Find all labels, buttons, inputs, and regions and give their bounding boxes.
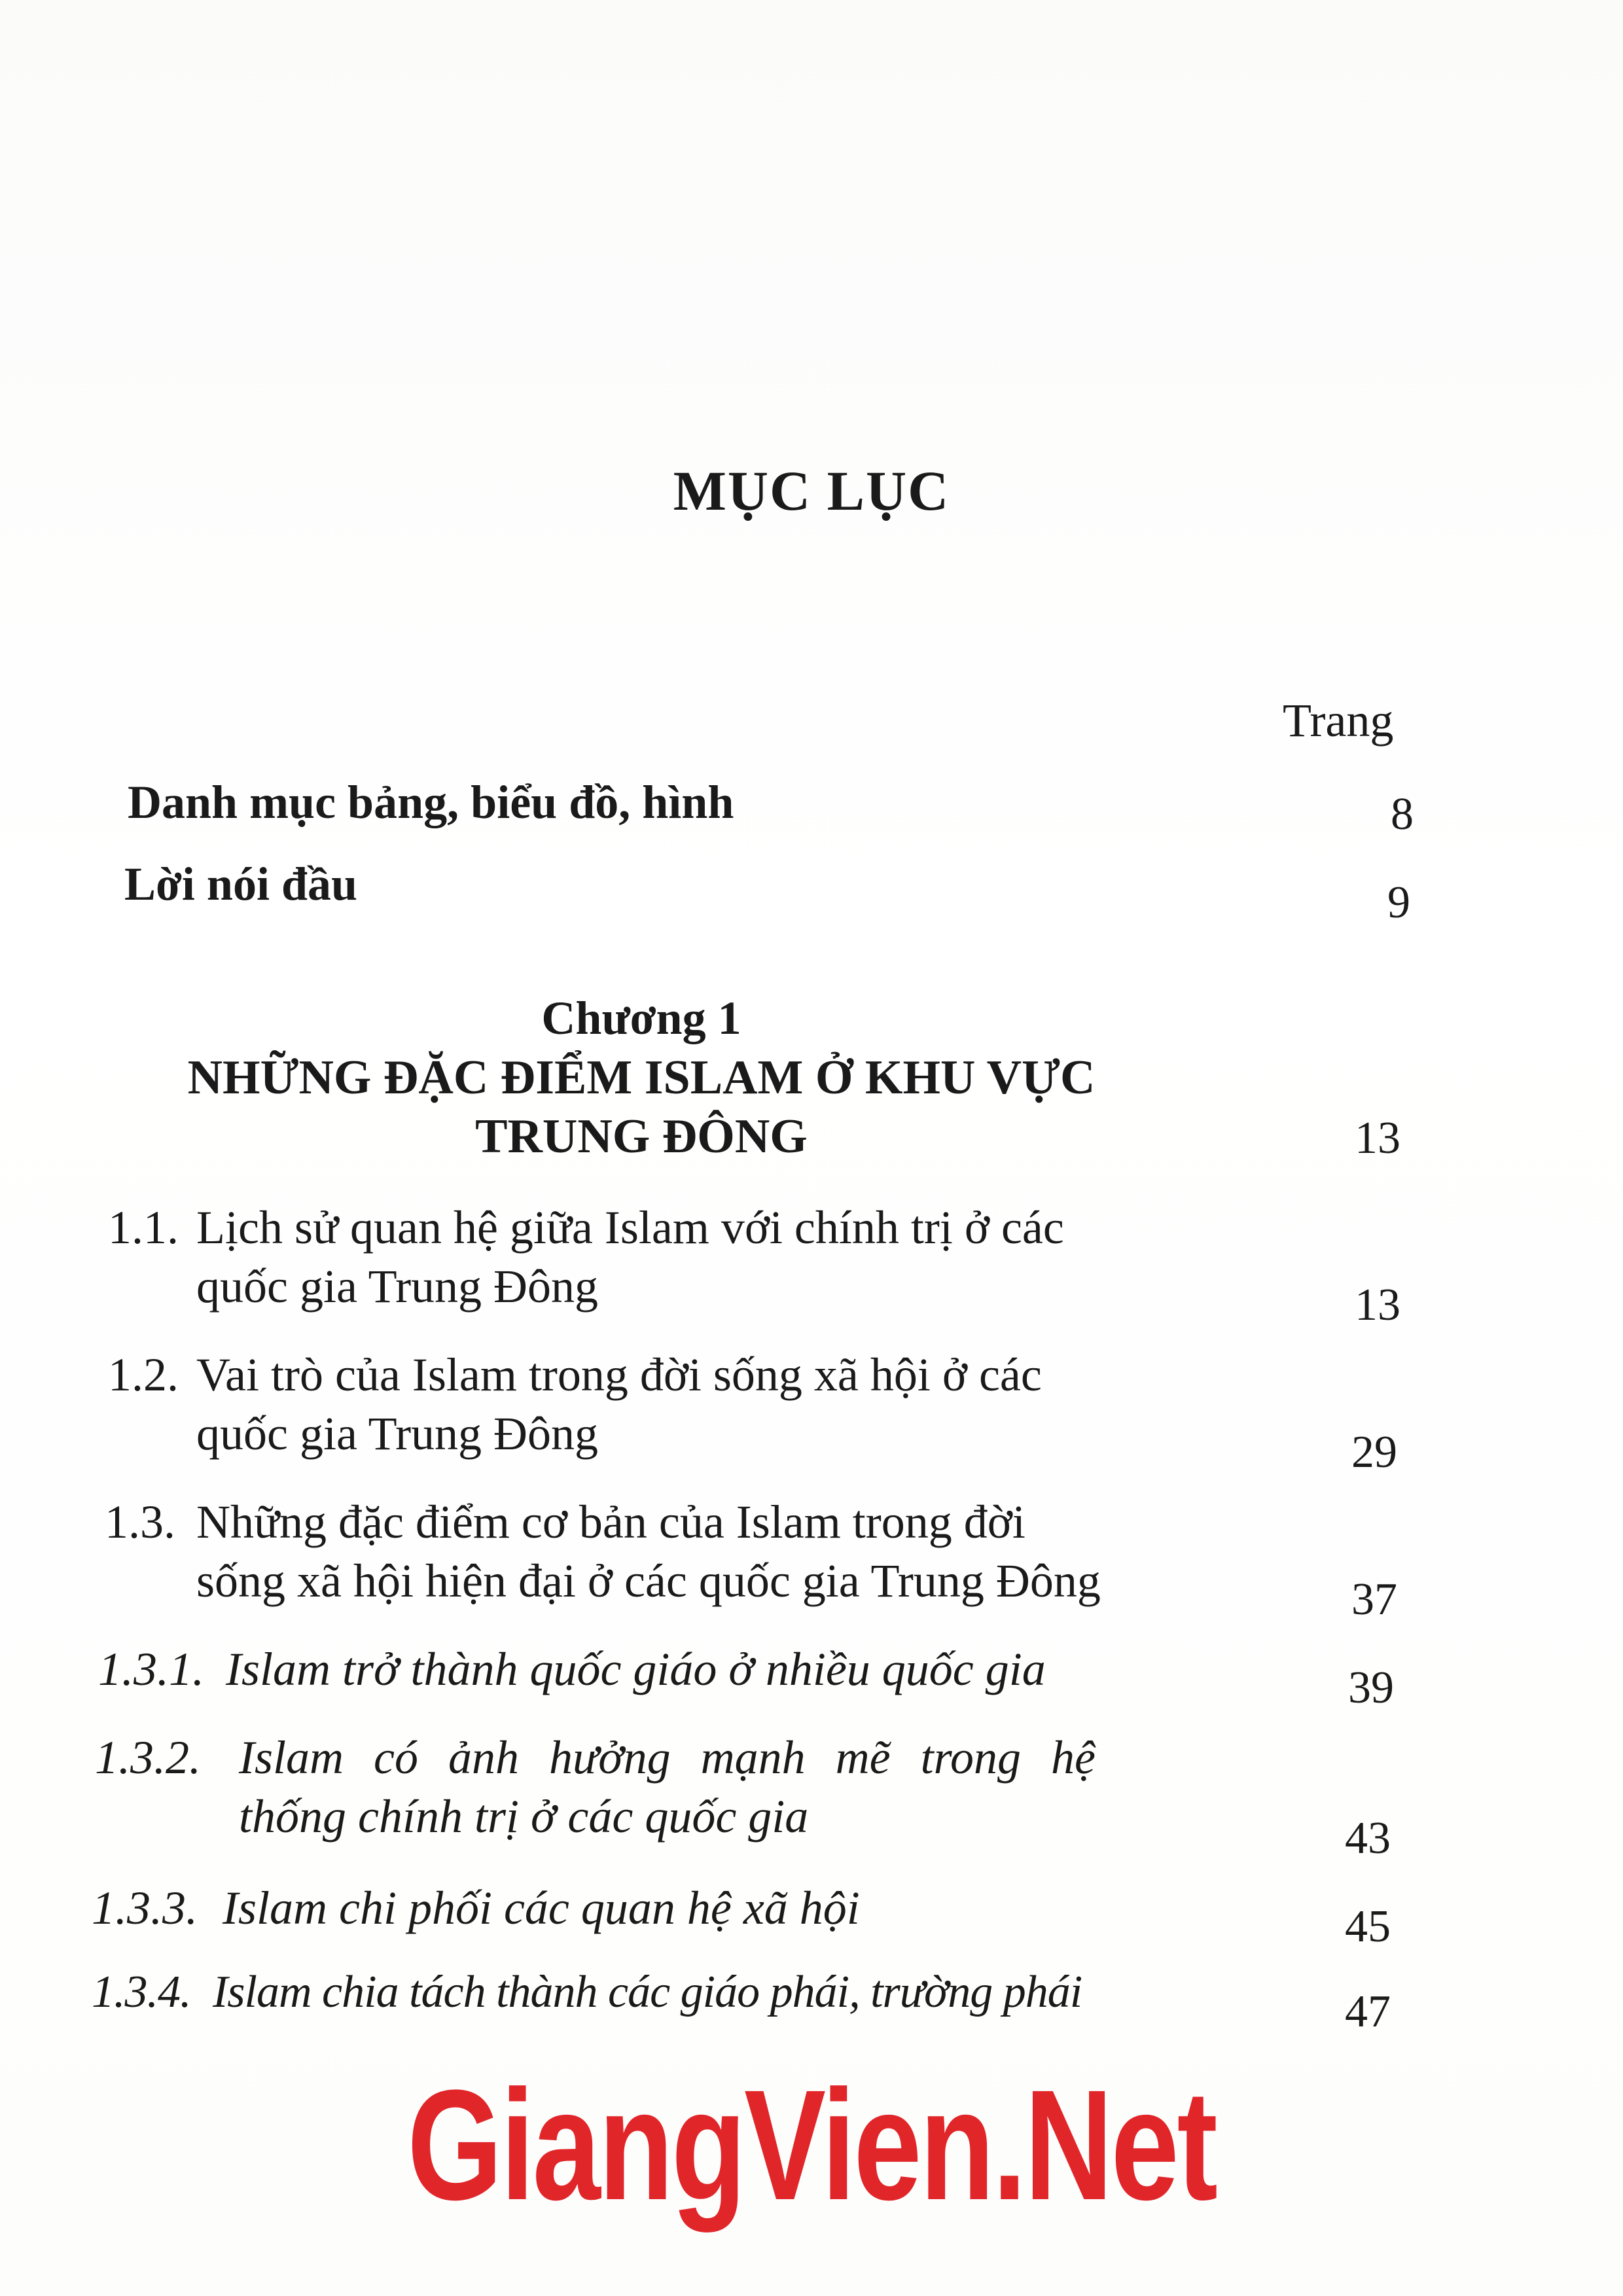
section-title-line1: Vai trò của Islam trong đời sống xã hội ở các <box>196 1349 1042 1401</box>
toc-page-number: 39 <box>1348 1663 1394 1713</box>
section-title-line1: Lịch sử quan hệ giữa Islam với chính trị ở các <box>196 1201 1064 1254</box>
subsection-title-line1: Islam chia tách thành các giáo phái, trường phái <box>213 1967 1082 2017</box>
toc-page-number: 37 <box>1351 1574 1397 1625</box>
subsection-title-line1: Islam chi phối các quan hệ xã hội <box>223 1882 860 1934</box>
watermark-logo: GiangVien.Net <box>407 2057 1216 2233</box>
subsection-number: 1.3.3. <box>92 1882 198 1934</box>
page-column-header: Trang <box>1283 694 1394 747</box>
subsection-number: 1.3.1. <box>98 1643 204 1695</box>
section-number: 1.3. <box>105 1496 175 1548</box>
toc-page-number: 13 <box>1355 1113 1400 1163</box>
chapter-title-line2: TRUNG ĐÔNG <box>475 1110 808 1163</box>
toc-title: MỤC LỤC <box>673 459 950 522</box>
toc-entry-preface: Lời nói đầu <box>124 858 358 910</box>
subsection-number: 1.3.4. <box>92 1967 191 2017</box>
toc-page-number: 13 <box>1355 1280 1400 1330</box>
toc-page-number: 45 <box>1345 1901 1391 1952</box>
subsection-title-line2: thống chính trị ở các quốc gia <box>239 1790 809 1843</box>
section-title-line1: Những đặc điểm cơ bản của Islam trong đời <box>196 1496 1026 1548</box>
section-title-line2: sống xã hội hiện đại ở các quốc gia Trung Đông <box>196 1555 1101 1607</box>
section-number: 1.2. <box>108 1349 179 1401</box>
subsection-title-line1: Islam trở thành quốc giáo ở nhiều quốc gia <box>226 1643 1046 1695</box>
subsection-number: 1.3.2. <box>95 1731 201 1784</box>
section-title-line2: quốc gia Trung Đông <box>196 1407 599 1460</box>
toc-page-number: 8 <box>1391 789 1414 839</box>
toc-page-number: 29 <box>1351 1427 1397 1477</box>
toc-page-number: 9 <box>1387 877 1410 928</box>
toc-page-number: 43 <box>1345 1813 1391 1863</box>
chapter-title-line1: NHỮNG ĐẶC ĐIỂM ISLAM Ở KHU VỰC <box>187 1051 1096 1104</box>
chapter-label: Chương 1 <box>541 992 741 1044</box>
section-title-line2: quốc gia Trung Đông <box>196 1260 599 1313</box>
toc-page-number: 47 <box>1345 1987 1391 2037</box>
section-number: 1.1. <box>108 1201 179 1254</box>
subsection-title-line1: Islam có ảnh hưởng mạnh mẽ trong hệ <box>239 1731 1096 1784</box>
toc-entry-list-of-tables: Danh mục bảng, biểu đồ, hình <box>128 776 734 828</box>
